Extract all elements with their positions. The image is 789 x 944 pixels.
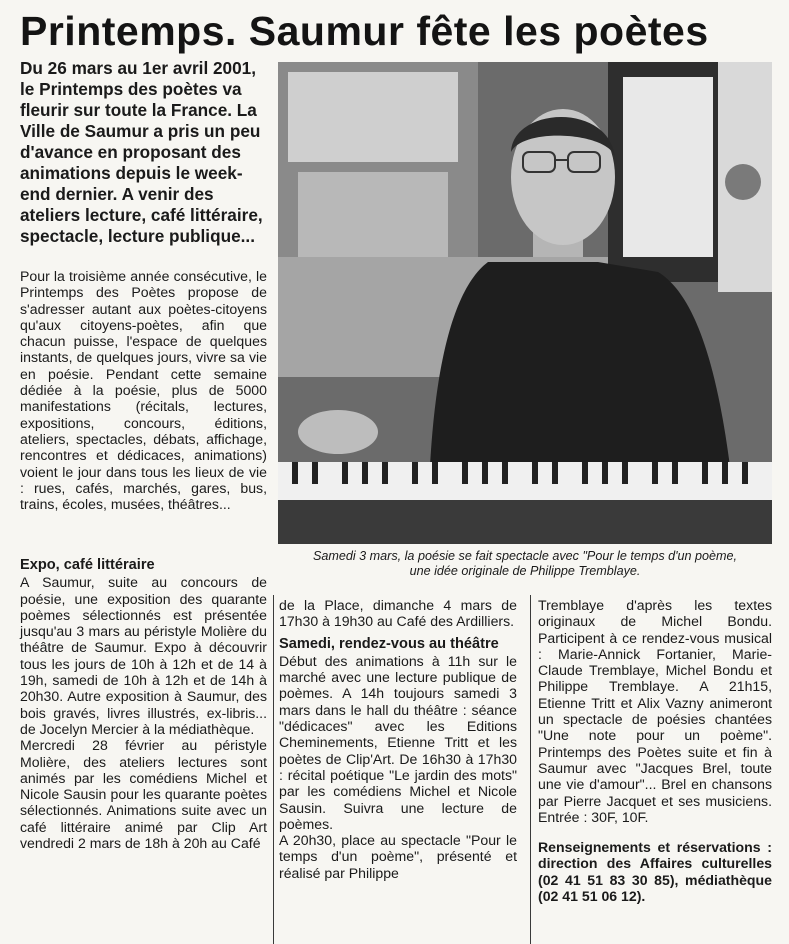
- col3-paragraph-1: Tremblaye d'après les textes originaux de Michel Bondu. Participent à ce rendez-vous musical : Marie-Annick Fortanier, Marie-Claude Tremblaye, Michel Bondu et Philippe Tremblaye. A 21h15, Etienne Tritt et Alix Vazny animeront un spectacle de poésies chantées "Une note pour un poème". Printemps des Poètes suite et fin à Saumur avec "Jacques Brel, toute une vie d'amour"... Brel en chansons par Pierre Jacquet et ses musiciens. Entrée : 30F, 10F.: [538, 597, 772, 825]
- expo-paragraph-2: Mercredi 28 février au péristyle Molière, des ateliers lectures sont animés par les comédiens Michel et Nicole Sausin pour les quarante poètes sélectionnés. Animations suite avec un café littéraire animé par Clip Art vendredi 2 mars de 18h à 20h au Café: [20, 737, 267, 852]
- headline: Printemps. Saumur fête les poètes: [20, 8, 709, 54]
- intro-paragraph: Pour la troisième année consécutive, le Printemps des Poètes propose de s'adresser autant aux poètes-citoyens qu'aux citoyens-poètes, afin que chacun puisse, l'espace de quelques instants, de quelques jours, vivre sa vie en poésie. Pendant cette semaine dédiée à la poésie, plus de 5000 manifestations (récitals, lectures, expositions, concours, éditions, ateliers, spectacles, débats, affichage, rencontres et dédicaces, animations) voient le jour dans tous les lieux de vie : rues, cafés, marchés, gares, bus, trains, écoles, musées, théâtres...: [20, 268, 267, 513]
- col2-paragraph-2: A 20h30, place au spectacle "Pour le temps d'un poème", présenté et réalisé par Philippe: [279, 832, 517, 881]
- info-block: Renseignements et réservations : direction des Affaires culturelles (02 41 51 83 30 85), médiathèque (02 41 51 06 12).: [538, 839, 772, 905]
- col2-paragraph-0: de la Place, dimanche 4 mars de 17h30 à 19h30 au Café des Ardilliers.: [279, 597, 517, 630]
- photo-illustration: [278, 62, 772, 544]
- column-expo: [20, 557, 267, 851]
- caption-line-2: une idée originale de Philippe Tremblaye.: [409, 564, 641, 578]
- expo-paragraph-1: A Saumur, suite au concours de poésie, une exposition des quarante poèmes sélectionnés est présentée jusqu'au 3 mars au péristyle Molière du théâtre de Saumur. Expo à découvrir tous les jours de 10h à 12h et de 14 à 19h, samedi de 10h à 12h et de 14h à 20h30. Autre exposition à Saumur, des bois gravés, livres illustrés, ex-libris... de Jocelyn Mercier à la médiathèque.: [20, 574, 267, 737]
- col2-paragraph-1: Début des animations à 11h sur le marché avec une lecture publique de poèmes. A 14h toujours samedi 3 mars dans le hall du théâtre : séance "dédicaces" avec les Editions Cheminements, Etienne Tritt et les poètes de Clip'Art. De 16h30 à 17h30 : récital poétique "Le jardin des mots" par les comédiens Michel et Nicole Sausin. Suivra une lecture de poèmes.: [279, 652, 517, 832]
- photo-caption: [278, 549, 772, 579]
- chapo: Du 26 mars au 1er avril 2001, le Printemps des poètes va fleurir sur toute la France. La Ville de Saumur a pris un peu d'avance en proposant des animations depuis le week-end dernier. A venir des ateliers lecture, café littéraire, spectacle, lecture publique...: [20, 58, 263, 246]
- theatre-heading: Samedi, rendez-vous au théâtre: [279, 635, 499, 652]
- column-divider-1: [273, 595, 274, 944]
- column-theatre: [279, 597, 517, 881]
- caption-line-1: Samedi 3 mars, la poésie se fait spectacle avec "Pour le temps d'un poème,: [312, 549, 738, 563]
- column-spectacle: [538, 597, 772, 904]
- expo-heading: Expo, café littéraire: [20, 557, 155, 573]
- column-divider-2: [530, 595, 531, 944]
- article-photo: [278, 62, 772, 544]
